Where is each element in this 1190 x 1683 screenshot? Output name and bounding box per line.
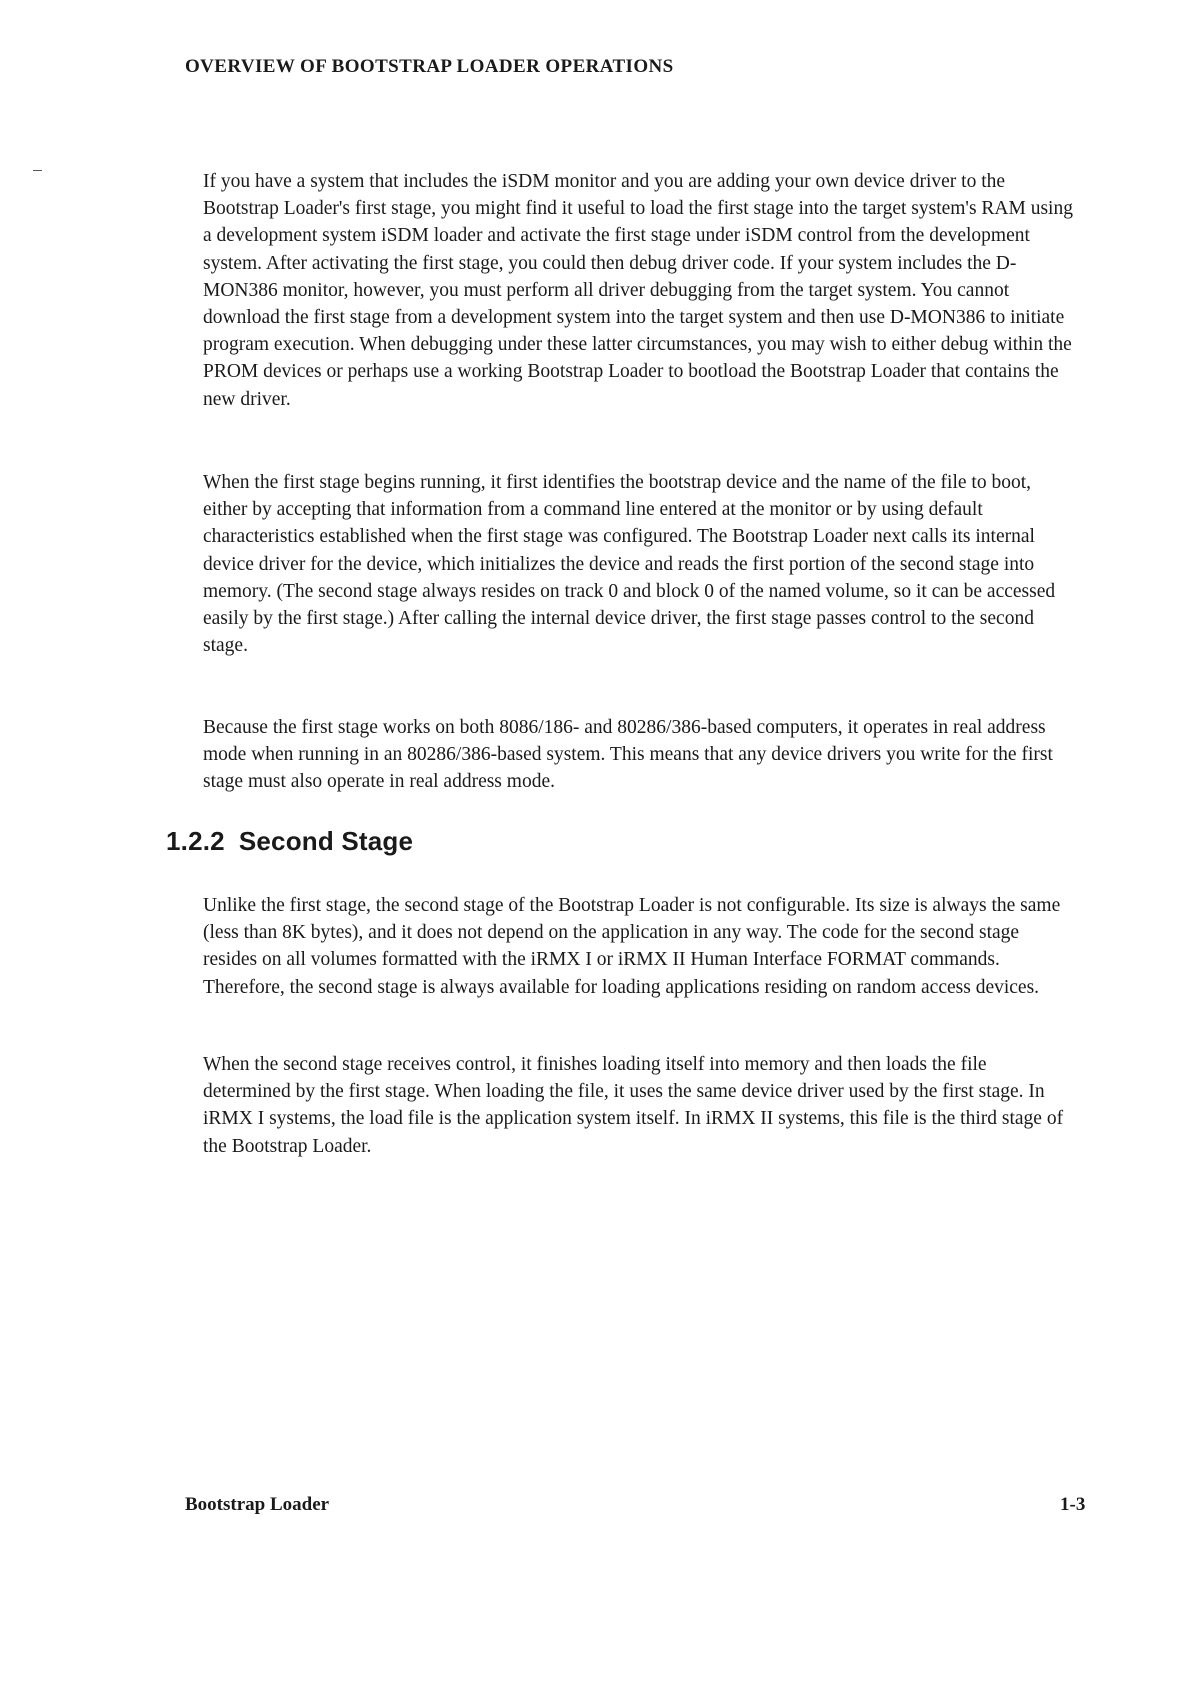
section-heading bbox=[166, 826, 413, 857]
body-paragraph: When the second stage receives control, it finishes loading itself into memory and then loads the file determined by the first stage. When loading the file, it uses the same device driver used by the first stage. In iRMX I systems, the load file is the application system itself. In iRMX II systems, this file is the third stage of the Bootstrap Loader. bbox=[203, 1054, 1064, 1157]
body-paragraph: Unlike the first stage, the second stage of the Bootstrap Loader is not configurable. Its size is always the same (less than 8K bytes), and it does not depend on the application in any way. The code for the second stage resides on all volumes formatted with the iRMX I or iRMX II Human Interface FORMAT commands. Therefore, the second stage is always available for loading applications residing on random access devices. bbox=[203, 895, 1061, 998]
margin-mark bbox=[33, 170, 42, 171]
running-header: OVERVIEW OF BOOTSTRAP LOADER OPERATIONS bbox=[185, 56, 674, 77]
footer-page-number: 1-3 bbox=[1060, 1494, 1086, 1515]
body-paragraph: If you have a system that includes the iSDM monitor and you are adding your own device driver to the Bootstrap Loader's first stage, you might find it useful to load the first stage into the target system's RAM using a development system iSDM loader and activate the first stage under iSDM control from the development system. After activating the first stage, you could then debug driver code. If your system includes the D-MON386 monitor, however, you must perform all driver debugging from the target system. You cannot download the first stage from a development system into the target system and then use D-MON386 to initiate program execution. When debugging under these latter circumstances, you may wish to either debug within the PROM devices or perhaps use a working Bootstrap Loader to bootload the Bootstrap Loader that contains the new driver. bbox=[203, 171, 1073, 410]
body-paragraph: When the first stage begins running, it first identifies the bootstrap device and the name of the file to boot, either by accepting that information from a command line entered at the monitor or by using default characteristics established when the first stage was configured. The Bootstrap Loader next calls its internal device driver for the device, which initializes the device and reads the first portion of the second stage into memory. (The second stage always resides on track 0 and block 0 of the named volume, so it can be accessed easily by the first stage.) After calling the internal device driver, the first stage passes control to the second stage. bbox=[203, 472, 1056, 657]
section-title: Second Stage bbox=[238, 826, 414, 856]
section-number: 1.2.2 bbox=[166, 826, 225, 856]
body-paragraph: Because the first stage works on both 8086/186- and 80286/386-based computers, it operates in real address mode when running in an 80286/386-based system. This means that any device drivers you write for the first stage must also operate in real address mode. bbox=[203, 717, 1053, 793]
footer-book-title: Bootstrap Loader bbox=[185, 1494, 330, 1515]
